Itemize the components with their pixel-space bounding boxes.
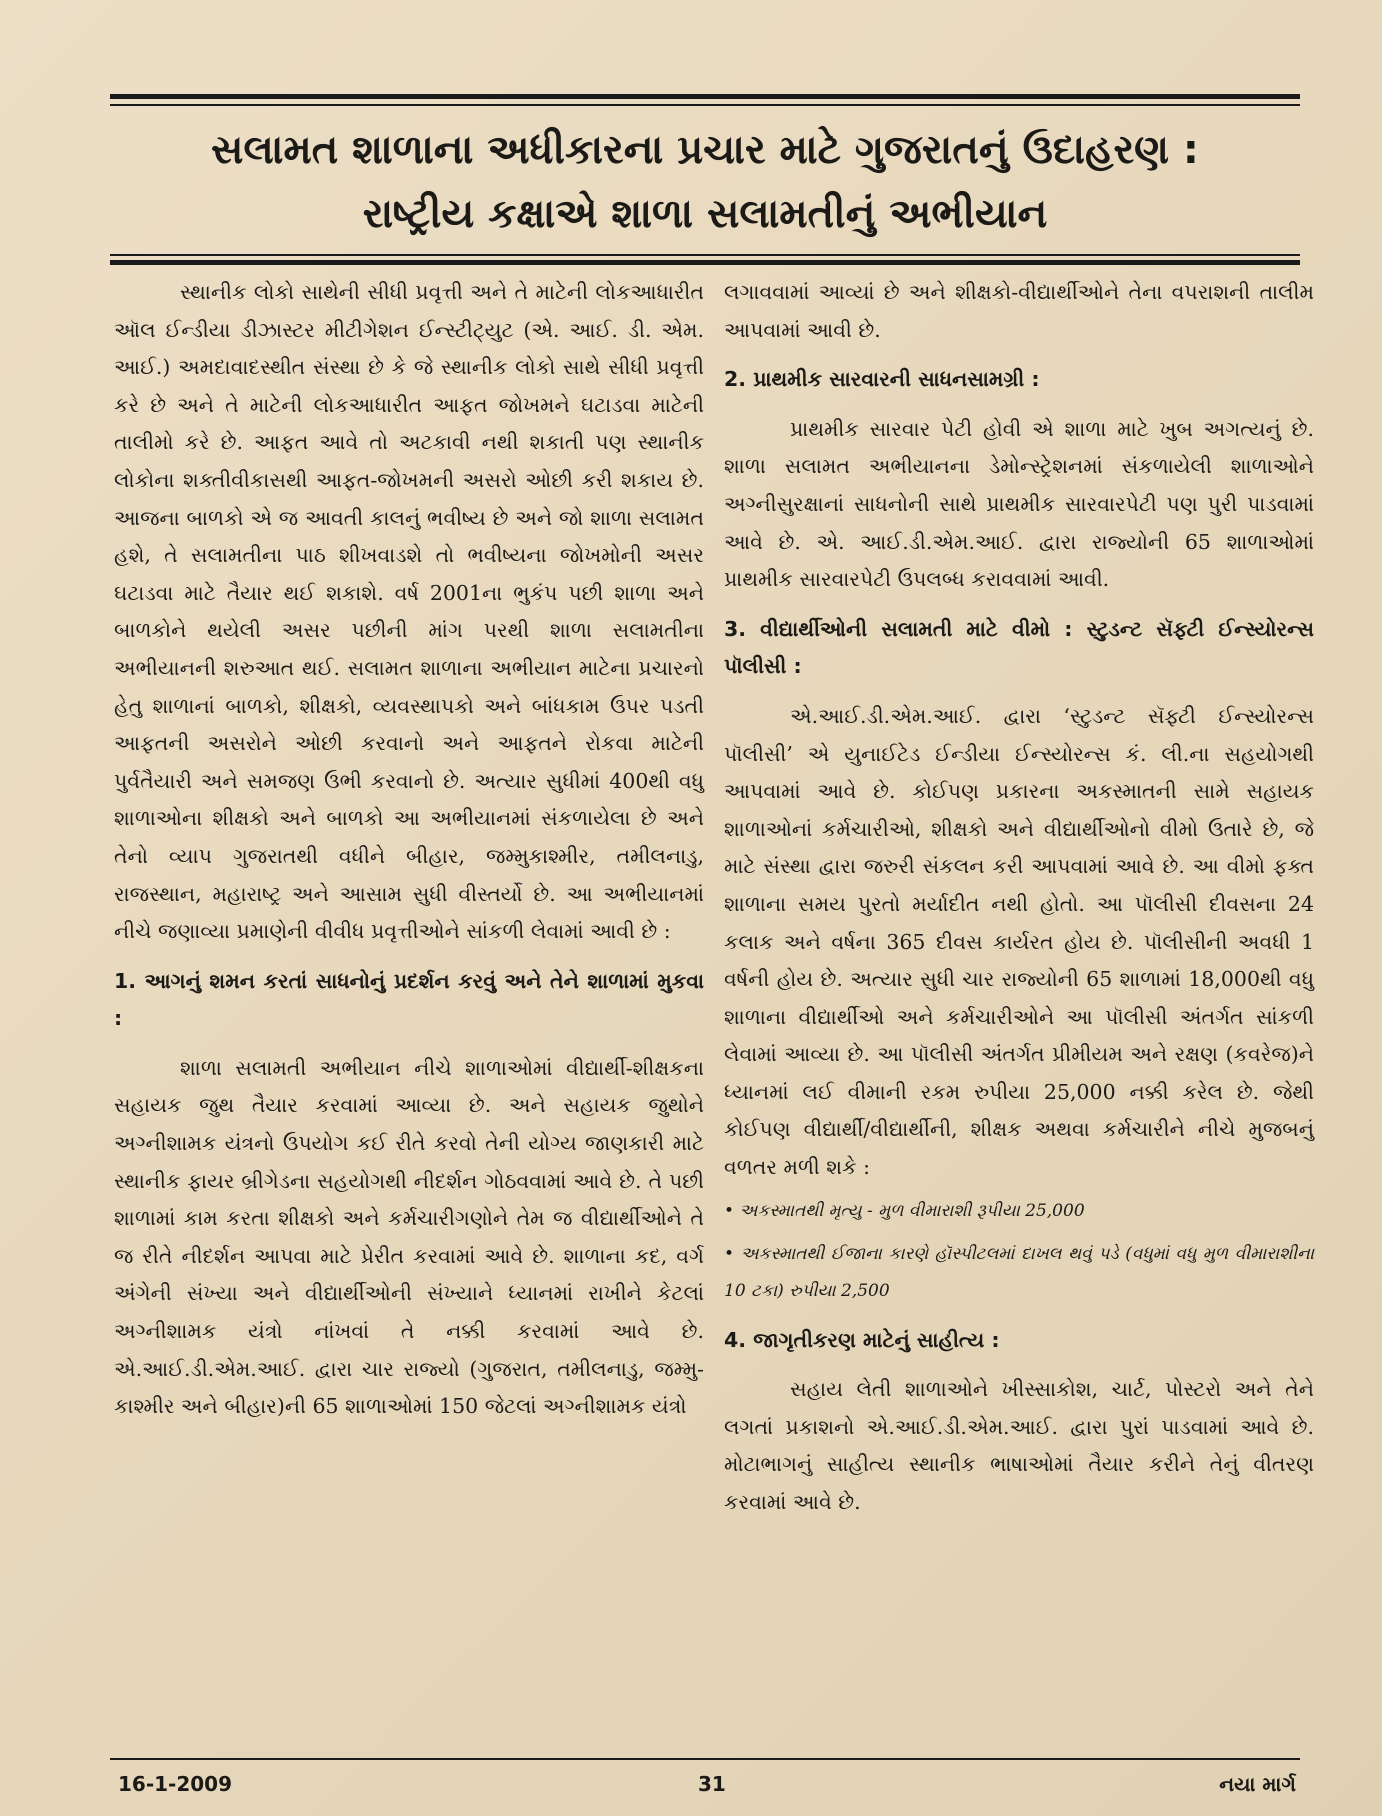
title-bottom-rule-thick (110, 260, 1300, 265)
magazine-name: નયા માર્ગ (1219, 1772, 1296, 1796)
bullet-item-1: • અકસ્માતથી મૃત્યુ - મુળ વીમારાશી રૂપીયા 25,000 (724, 1200, 1085, 1221)
right-column (724, 274, 1314, 1522)
continued-paragraph: લગાવવામાં આવ્યાં છે અને શીક્ષકો-વીદ્યાર્થીઓને તેના વપરાશની તાલીમ આપવામાં આવી છે. (724, 280, 1314, 342)
top-rule-thick (110, 94, 1300, 99)
title-line-2: રાષ્ટ્રીય કક્ષાએ શાળા સલામતીનું અભીયાન (362, 191, 1048, 237)
top-rule-thin (110, 104, 1300, 106)
section-3-paragraph: એ.આઈ.ડી.એમ.આઈ. દ્વારા ‘સ્ટુડન્ટ સૅફ્ટી ઈન્સ્યોરન્સ પૉલીસી’ એ યુનાઈટેડ ઈન્ડીયા ઈન્સ્યોરન્સ કં. લી.ના સહયોગથી આપવામાં આવે છે. કોઈપણ પ્રકારના અકસ્માતની સામે સહાયક શાળાઓનાં કર્મચારીઓ, શીક્ષકો અને વીદ્યાર્થીઓનો વીમો ઉતારે છે, જે માટે સંસ્થા દ્વારા જરુરી સંકલન કરી આપવામાં આવે છે. આ વીમો ફક્ત શાળાના સમય પુરતો મર્યાદીત નથી હોતો. આ પૉલીસી દીવસના 24 કલાક અને વર્ષના 365 દીવસ કાર્યરત હોય છે. પૉલીસીની અવધી 1 વર્ષની હોય છે. અત્યાર સુધી ચાર રાજ્યોની 65 શાળામાં 18,000થી વધુ શાળાના વીદ્યાર્થીઓ અને કર્મચારીઓને આ પૉલીસી અંતર્ગત સાંકળી લેવામાં આવ્યા છે. આ પૉલીસી અંતર્ગત પ્રીમીયમ અને રક્ષણ (કવરેજ)ને ધ્યાનમાં લઈ વીમાની રકમ રુપીયા 25,000 નક્કી કરેલ છે. જેથી કોઈપણ વીદ્યાર્થી/વીદ્યાર્થીની, શીક્ષક અથવા કર્મચારીને નીચે મુજબનું વળતર મળી શકે : (724, 703, 1314, 1180)
footer-rule (110, 1758, 1300, 1760)
issue-date: 16-1-2009 (118, 1772, 233, 1796)
bullet-item-2: • અકસ્માતથી ઈજાના કારણે હૉસ્પીટલમાં દાખલ થવું પડે (વધુમાં વધુ મુળ વીમારાશીના 10 ટકા) રુપીયા 2,500 (724, 1243, 1314, 1301)
intro-paragraph: સ્થાનીક લોકો સાથેની સીધી પ્રવૃત્તી અને તે માટેની લોકઆધારીત ઑલ ઈન્ડીયા ડીઝાસ્ટર મીટીગેશન ઈન્સ્ટીટ્યુટ (એ. આઈ. ડી. એમ. આઈ.) અમદાવાદસ્થીત સંસ્થા છે કે જે સ્થાનીક લોકો સાથે સીધી પ્રવૃત્તી કરે છે અને તે માટેની લોકઆધારીત આફત જોખમને ઘટાડવા માટેની તાલીમો કરે છે. આફત આવે તો અટકાવી નથી શકાતી પણ સ્થાનીક લોકોના શક્તીવીકાસથી આફત-જોખમની અસરો ઓછી કરી શકાય છે. આજના બાળકો એ જ આવતી કાલનું ભવીષ્ય છે અને જો શાળા સલામત હશે, તે સલામતીના પાઠ શીખવાડશે તો ભવીષ્યના જોખમોની અસર ઘટાડવા માટે તૈયાર થઈ શકાશે. વર્ષ 2001ના ભુકંપ પછી શાળા અને બાળકોને થયેલી અસર પછીની માંગ પરથી શાળા સલામતીના અભીયાનની શરુઆત થઈ. સલામત શાળાના અભીયાન માટેના પ્રચારનો હેતુ શાળાનાં બાળકો, શીક્ષકો, વ્યવસ્થાપકો અને બાંધકામ ઉપર પડતી આફતની અસરોને ઓછી કરવાનો અને આફતને રોકવા માટેની પુર્વતૈયારી અને સમજણ ઉભી કરવાનો છે. અત્યાર સુધીમાં 400થી વધુ શાળાઓના શીક્ષકો અને બાળકો આ અભીયાનમાં સંકળાયેલા છે અને તેનો વ્યાપ ગુજરાતથી વધીને બીહાર, જમ્મુકાશ્મીર, તમીલનાડુ, રાજસ્થાન, મહારાષ્ટ્ર અને આસામ સુધી વીસ્તર્યો છે. આ અભીયાનમાં નીચે જણાવ્યા પ્રમાણેની વીવીધ પ્રવૃત્તીઓને સાંકળી લેવામાં આવી છે : (114, 280, 704, 944)
section-heading-1: 1. આગનું શમન કરતાં સાધનોનું પ્રદર્શન કરવું અને તેને શાળામાં મુકવા : (114, 968, 704, 1031)
section-2-paragraph: પ્રાથમીક સારવાર પેટી હોવી એ શાળા માટે ખુબ અગત્યનું છે. શાળા સલામત અભીયાનના ડેમોન્સ્ટ્રેશનમાં સંકળાયેલી શાળાઓને અગ્નીસુરક્ષાનાં સાધનોની સાથે પ્રાથમીક સારવારપેટી પણ પુરી પાડવામાં આવે છે. એ. આઈ.ડી.એમ.આઈ. દ્વારા રાજ્યોની 65 શાળાઓમાં પ્રાથમીક સારવારપેટી ઉપલબ્ધ કરાવવામાં આવી. (724, 416, 1314, 592)
section-1-paragraph: શાળા સલામતી અભીયાન નીચે શાળાઓમાં વીદ્યાર્થી-શીક્ષકના સહાયક જુથ તૈયાર કરવામાં આવ્યા છે. અને સહાયક જુથોને અગ્નીશામક યંત્રનો ઉપયોગ કઈ રીતે કરવો તેની યોગ્ય જાણકારી માટે સ્થાનીક ફાયર બ્રીગેડના સહયોગથી નીદર્શન ગોઠવવામાં આવે છે. તે પછી શાળામાં કામ કરતા શીક્ષકો અને કર્મચારીગણોને તેમ જ વીદ્યાર્થીઓને તે જ રીતે નીદર્શન આપવા માટે પ્રેરીત કરવામાં આવે છે. શાળાના કદ, વર્ગ અંગેની સંખ્યા અને વીદ્યાર્થીઓની સંખ્યાને ધ્યાનમાં રાખીને કેટલાં અગ્નીશામક યંત્રો નાંખવાં તે નક્કી કરવામાં આવે છે. એ.આઈ.ડી.એમ.આઈ. દ્વારા ચાર રાજ્યો (ગુજરાત, તમીલનાડુ, જમ્મુ-કાશ્મીર અને બીહાર)ની 65 શાળાઓમાં 150 જેટલાં અગ્નીશામક યંત્રો (114, 1055, 704, 1419)
section-4-paragraph: સહાય લેતી શાળાઓને ખીસ્સાકોશ, ચાર્ટ, પોસ્ટરો અને તેને લગતાં પ્રકાશનો એ.આઈ.ડી.એમ.આઈ. દ્વારા પુરાં પાડવામાં આવે છે. મોટાભાગનું સાહીત્ય સ્થાનીક ભાષાઓમાં તૈયાર કરીને તેનું વીતરણ કરવામાં આવે છે. (724, 1377, 1314, 1515)
article-title (110, 118, 1300, 246)
title-bottom-rule-thin (110, 254, 1300, 256)
section-heading-3: 3. વીદ્યાર્થીઓની સલામતી માટે વીમો : સ્ટુડન્ટ સૅફ્ટી ઈન્સ્યોરન્સ પૉલીસી : (724, 616, 1314, 679)
section-heading-2: 2. પ્રાથમીક સારવારની સાધનસામગ્રી : (724, 367, 1040, 392)
page-number: 31 (698, 1772, 726, 1796)
title-line-1: સલામત શાળાના અધીકારના પ્રચાર માટે ગુજરાતનું ઉદાહરણ : (211, 127, 1199, 173)
page-footer (110, 1768, 1310, 1804)
section-heading-4: 4. જાગૃતીકરણ માટેનું સાહીત્ય : (724, 1327, 1000, 1352)
left-column (114, 274, 704, 1426)
